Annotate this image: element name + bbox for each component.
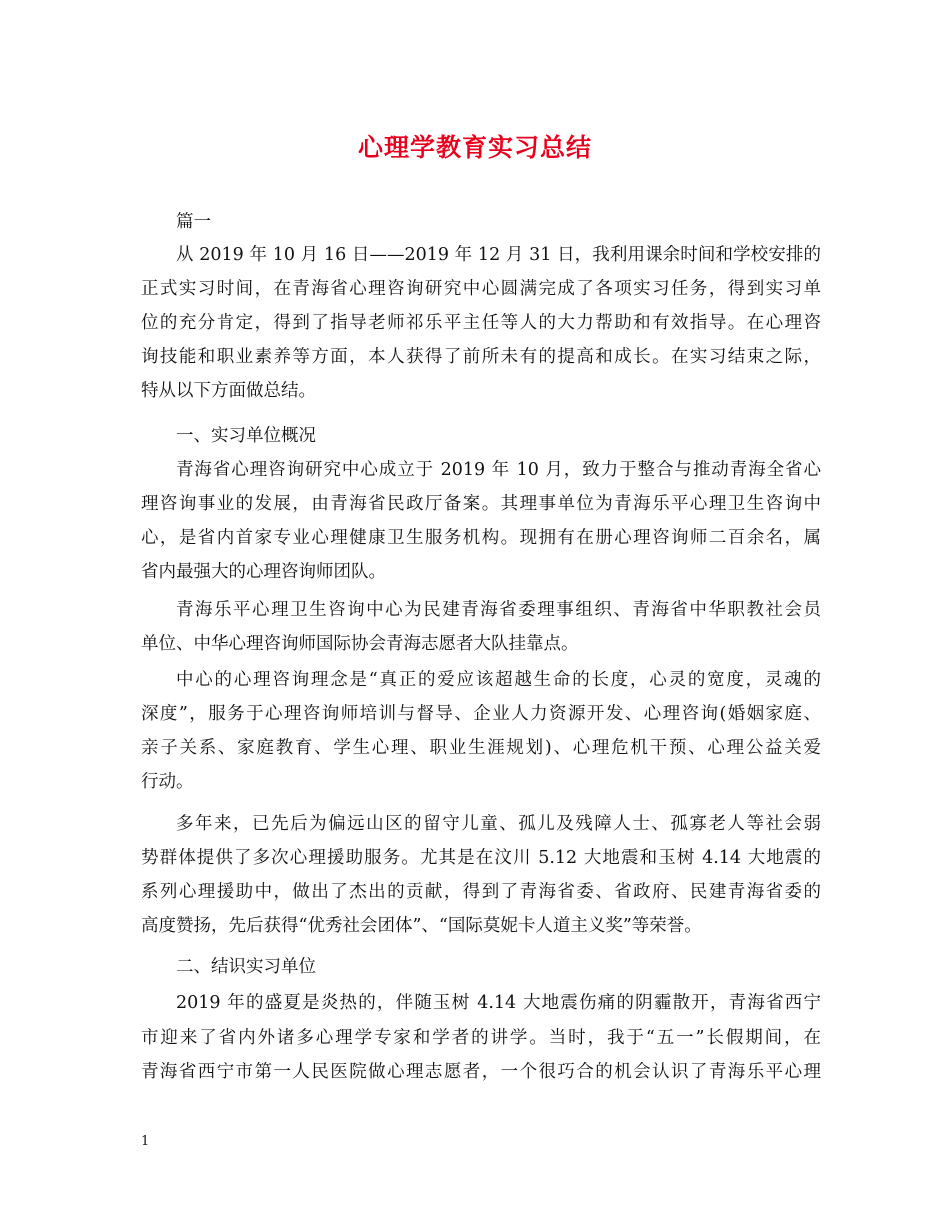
text-line: 青海乐平心理卫生咨询中心为民建青海省委理事组织、青海省中华职教社会员 <box>176 600 821 620</box>
text-line: 中心的心理咨询理念是“真正的爱应该超越生命的长度，心灵的宽度，灵魂的 <box>176 670 821 690</box>
document-title: 心理学教育实习总结 <box>357 133 592 162</box>
section-heading: 二、结识实习单位 <box>176 957 316 977</box>
text-line: 询技能和职业素养等方面，本人获得了前所未有的提高和成长。在实习结束之际， <box>141 347 821 367</box>
text-line: 多年来，已先后为偏远山区的留守儿童、孤儿及残障人士、孤寡老人等社会弱 <box>176 814 821 834</box>
section-heading: 一、实习单位概况 <box>176 426 316 446</box>
text-line: 市迎来了省内外诸多心理学专家和学者的讲学。当时，我于“五一”长假期间，在 <box>141 1028 821 1048</box>
text-line: 高度赞扬，先后获得“优秀社会团体”、“国际莫妮卡人道主义奖”等荣誉。 <box>141 916 702 936</box>
text-line: 特从以下方面做总结。 <box>141 381 316 401</box>
text-line: 深度”，服务于心理咨询师培训与督导、企业人力资源开发、心理咨询(婚姻家庭、 <box>141 704 821 724</box>
text-line: 篇一 <box>176 212 211 232</box>
text-line: 青海省心理咨询研究中心成立于 2019 年 10 月，致力于整合与推动青海全省心 <box>176 460 821 480</box>
text-line: 势群体提供了多次心理援助服务。尤其是在汶川 5.12 大地震和玉树 4.14 大地震的 <box>141 848 821 868</box>
text-line: 单位、中华心理咨询师国际协会青海志愿者大队挂靠点。 <box>141 634 579 654</box>
text-line: 从 2019 年 10 月 16 日——2019 年 12 月 31 日，我利用课余时间和学校安排的 <box>176 245 821 265</box>
text-line: 省内最强大的心理咨询师团队。 <box>141 562 386 582</box>
text-line: 正式实习时间，在青海省心理咨询研究中心圆满完成了各项实习任务，得到实习单 <box>141 279 821 299</box>
text-line: 位的充分肯定，得到了指导老师祁乐平主任等人的大力帮助和有效指导。在心理咨 <box>141 313 821 333</box>
text-line: 亲子关系、家庭教育、学生心理、职业生涯规划)、心理危机干预、心理公益关爱 <box>141 738 821 758</box>
page-number: 1 <box>141 1134 150 1149</box>
text-line: 心，是省内首家专业心理健康卫生服务机构。现拥有在册心理咨询师二百余名，属 <box>141 528 821 548</box>
text-line: 系列心理援助中，做出了杰出的贡献，得到了青海省委、省政府、民建青海省委的 <box>141 882 821 902</box>
text-line: 2019 年的盛夏是炎热的，伴随玉树 4.14 大地震伤痛的阴霾散开，青海省西宁 <box>176 993 821 1013</box>
text-line: 行动。 <box>141 772 194 792</box>
text-line: 青海省西宁市第一人民医院做心理志愿者，一个很巧合的机会认识了青海乐平心理 <box>141 1062 821 1082</box>
text-line: 理咨询事业的发展，由青海省民政厅备案。其理事单位为青海乐平心理卫生咨询中 <box>141 494 821 514</box>
